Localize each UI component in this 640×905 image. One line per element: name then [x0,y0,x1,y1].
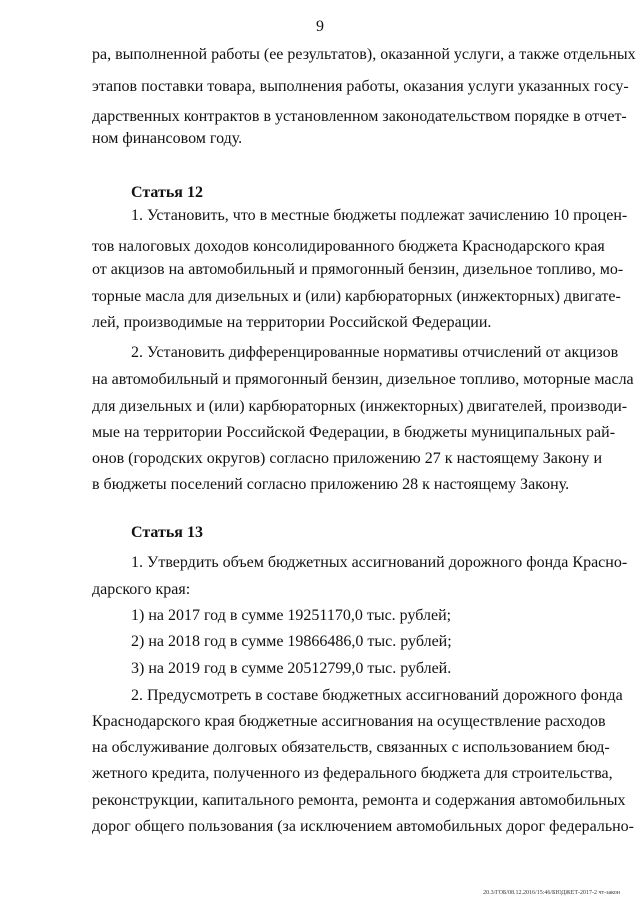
text-line: тов налоговых доходов консолидированного бюджета Краснодарского края [92,238,605,255]
text-line: на автомобильный и прямогонный бензин, дизельное топливо, моторные масла [92,371,634,388]
text-line: 1. Утвердить объем бюджетных ассигнований дорожного фонда Красно- [131,554,628,571]
text-line: Краснодарского края бюджетные ассигнования на осуществление расходов [92,713,606,730]
text-line: дарского края: [92,581,191,598]
text-line: жетного кредита, полученного из федерального бюджета для строительства, [92,765,613,782]
text-line: в бюджеты поселений согласно приложению 28 к настоящему Закону. [92,476,570,493]
text-line: дорог общего пользования (за исключением автомобильных дорог федерально- [92,818,635,835]
text-line: дарственных контрактов в установленном законодательством порядке в отчет- [92,108,627,125]
page-number: 9 [316,18,324,35]
article-heading: Статья 13 [131,524,203,541]
text-line: ра, выполненной работы (ее результатов), оказанной услуги, а также отдельных [92,46,636,63]
article-heading: Статья 12 [131,184,203,201]
text-line: онов (городских округов) согласно приложению 27 к настоящему Закону и [92,450,602,467]
text-line: 1. Установить, что в местные бюджеты подлежат зачислению 10 процен- [131,207,628,224]
text-line: 2. Установить дифференцированные нормативы отчислений от акцизов [131,344,619,361]
text-line: на обслуживание долговых обязательств, связанных с использованием бюд- [92,739,610,756]
text-line: реконструкции, капитального ремонта, ремонта и содержания автомобильных [92,792,626,809]
list-item: 2) на 2018 год в сумме 19866486,0 тыс. рублей; [131,633,452,650]
footer-stamp: 20.3/ГОБ/08.12.2016/15:46/БЮДЖЕТ-2017-2 чт-закон [483,890,620,896]
list-item: 1) на 2017 год в сумме 19251170,0 тыс. рублей; [131,607,452,624]
text-line: для дизельных и (или) карбюраторных (инжекторных) двигателей, производи- [92,398,628,415]
text-line: мые на территории Российской Федерации, в бюджеты муниципальных рай- [92,424,616,441]
text-line: от акцизов на автомобильный и прямогонный бензин, дизельное топливо, мо- [92,261,624,278]
text-line: торные масла для дизельных и (или) карбюраторных (инжекторных) двигате- [92,288,621,305]
text-line: 2. Предусмотреть в составе бюджетных ассигнований дорожного фонда [131,687,623,704]
list-item: 3) на 2019 год в сумме 20512799,0 тыс. рублей. [131,660,452,677]
text-line: лей, производимые на территории Российской Федерации. [92,314,492,331]
text-line: ном финансовом году. [92,130,243,147]
text-line: этапов поставки товара, выполнения работы, оказания услуги указанных госу- [92,78,629,95]
